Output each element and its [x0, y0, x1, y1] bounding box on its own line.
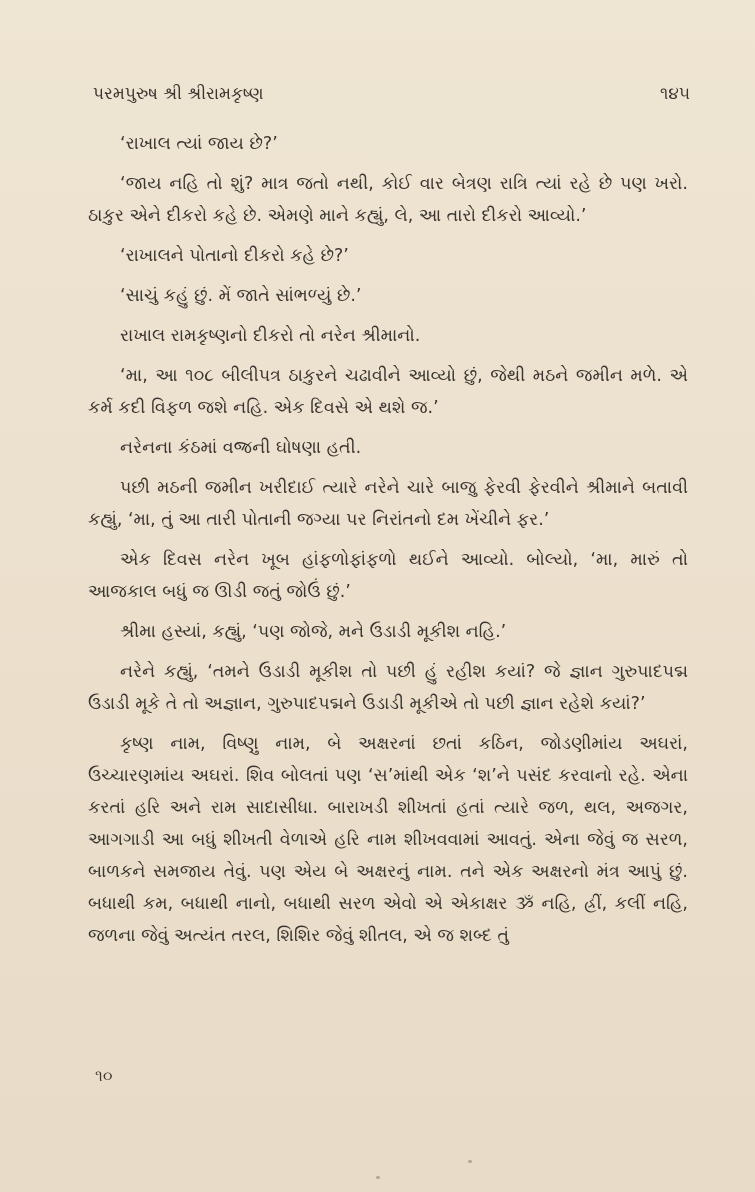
paragraph: ‘જાય નહિ તો શું? માત્ર જતો નથી, કોઈ વાર બેત્રણ રાત્રિ ત્યાં રહે છે પણ ખરો. ઠાકુર એને દીકરો કહે છે. એમણે માને કહ્યું, લે, આ તારો દીકરો આવ્યો.’	[88, 174, 688, 226]
page-number: ૧૪૫	[659, 84, 690, 104]
paragraph: ‘સાચું કહું છું. મેં જાતે સાંભળ્યું છે.’	[120, 286, 362, 306]
paragraph: પછી મઠની જમીન ખરીદાઈ ત્યારે નરેને ચારે બાજુ ફેરવી ફેરવીને શ્રીમાને બતાવી કહ્યું, ‘મા, તું આ તારી પોતાની જગ્યા પર નિરાંતનો દમ ખેંચીને ફર.’	[88, 478, 688, 530]
paragraph: એક દિવસ નરેન ખૂબ હાંફળોફાંફળો થઈને આવ્યો. બોલ્યો, ‘મા, મારું તો આજકાલ બધું જ ઊડી જતું જોઉં છું.’	[88, 550, 688, 602]
paragraph: ‘રાખાલને પોતાનો દીકરો કહે છે?’	[120, 246, 349, 266]
paragraph: રાખાલ રામકૃષ્ણનો દીકરો તો નરેન શ્રીમાનો.	[120, 326, 421, 346]
page-header	[93, 84, 690, 114]
paragraph: નરેને કહ્યું, ‘તમને ઉડાડી મૂકીશ તો પછી હું રહીશ કયાં? જે જ્ઞાન ગુરુપાદપદ્મ ઉડાડી મૂકે તે તો અજ્ઞાન, ગુરુપાદપદ્મને ઉડાડી મૂકીએ તો પછી જ્ઞાન રહેશે કયાં?’	[88, 662, 688, 714]
paragraph: ‘રાખાલ ત્યાં જાય છે?’	[120, 134, 278, 154]
signature-mark: ૧૦	[95, 1066, 113, 1085]
running-title: પરમપુરુષ શ્રી શ્રીરામકૃષ્ણ	[93, 84, 264, 104]
paragraph: નરેનના કંઠમાં વજ્રની ઘોષણા હતી.	[120, 438, 362, 458]
paragraph: શ્રીમા હસ્યાં, કહ્યું, ‘પણ જોજે, મને ઉડાડી મૂકીશ નહિ.’	[120, 622, 507, 642]
body-text	[88, 128, 688, 960]
paper-speck	[376, 1176, 380, 1179]
paragraph: ‘મા, આ ૧૦૮ બીલીપત્ર ઠાકુરને ચઢાવીને આવ્યો છું, જેથી મઠને જમીન મળે. એ કર્મ કદી વિફળ જશે નહિ. એક દિવસે એ થશે જ.’	[88, 366, 688, 418]
paper-speck	[468, 1160, 472, 1163]
paragraph: કૃષ્ણ નામ, વિષ્ણુ નામ, બે અક્ષરનાં છતાં કઠિન, જોડણીમાંય અઘરાં, ઉચ્ચારણમાંય અઘરાં. શિવ બોલતાં પણ ‘સ’માંથી એક ‘શ’ને પસંદ કરવાનો રહે. એના કરતાં હરિ અને રામ સાદાસીધા. બારાખડી શીખતાં હતાં ત્યારે જળ, થલ, અજગર, આગગાડી આ બધું શીખતી વેળાએ હરિ નામ શીખવવામાં આવતું. એના જેવું જ સરળ, બાળકને સમજાય તેવું. પણ એય બે અક્ષરનું નામ. તને એક અક્ષરનો મંત્ર આપું છું. બધાથી કમ, બધાથી નાનો, બધાથી સરળ એવો એ એકાક્ષર ૐ નહિ, હ્રીં, કલીં નહિ, જળના જેવું અત્યંત તરલ, શિશિર જેવું શીતલ, એ જ શબ્દ તું	[88, 734, 688, 946]
